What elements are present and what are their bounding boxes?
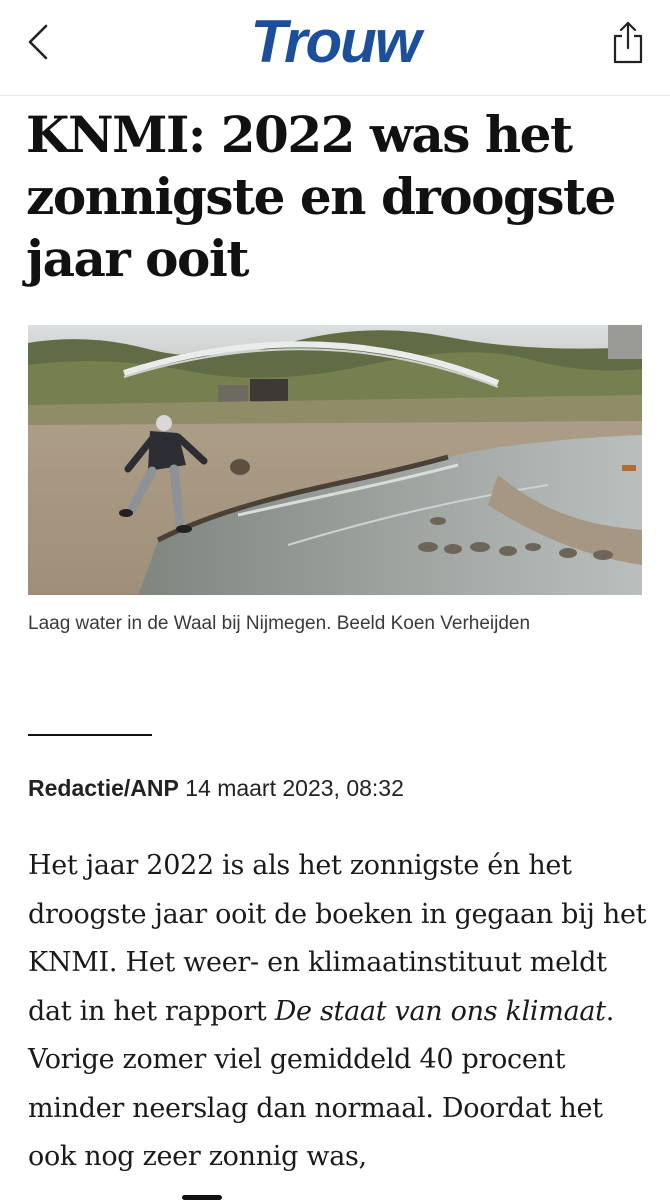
divider-rule [28,734,152,736]
trouw-logo[interactable]: Trouw [250,8,420,75]
photo-caption: Laag water in de Waal bij Nijmegen. Beeld Koen Verheijden [28,613,531,634]
share-button[interactable] [604,14,652,70]
publish-date: 14 maart 2023, 08:32 [185,775,404,801]
report-title: De staat van ons klimaat [274,995,606,1027]
article-headline: KNMI: 2022 was het zonnigste en droogste jaar ooit [26,105,615,288]
river-photo-illustration [28,325,642,595]
author-name[interactable]: Redactie/ANP [28,775,179,801]
top-navigation-bar [0,0,670,96]
home-indicator [182,1195,222,1200]
share-icon [612,20,644,64]
body-text-part-1: Het jaar 2022 is als het zonnigste én het droogste jaar ooit de boeken in gegaan bij het KNMI. Het weer- en klimaatinstituut meldt dat in het rapport [28,850,647,1027]
body-text-part-2: . Vorige zomer viel gemiddeld 40 procent minder neerslag dan normaal. Doordat het ook nog zeer zonnig was, [28,995,615,1172]
byline [28,772,404,804]
article-photo[interactable] [28,325,642,595]
article-body [28,842,648,1182]
